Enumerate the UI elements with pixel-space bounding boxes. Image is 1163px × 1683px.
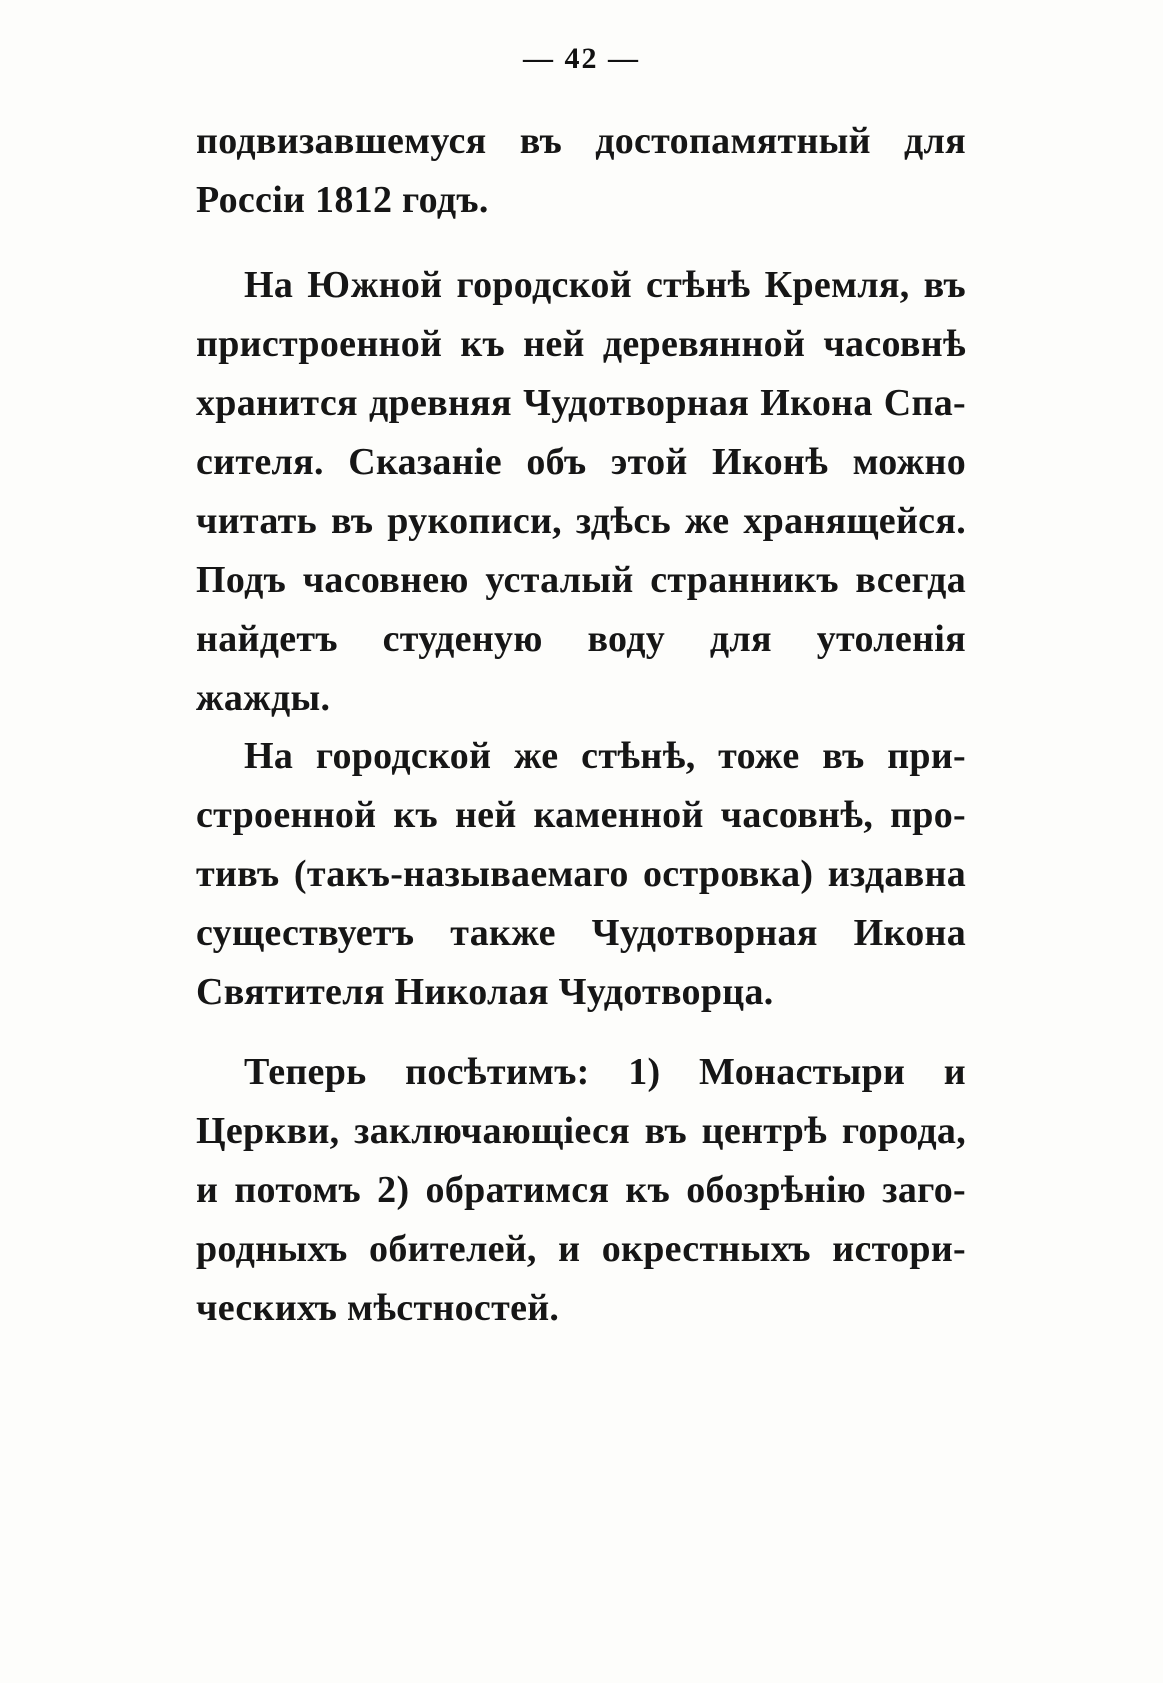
- text-line: Теперь посѣтимъ: 1) Монастыри и: [244, 1051, 966, 1093]
- text-line: жажды.: [196, 677, 331, 719]
- text-line: родныхъ обителей, и окрестныхъ истори-: [196, 1228, 966, 1270]
- text-line: На Южной городской стѣнѣ Кремля, въ: [244, 264, 966, 306]
- text-line: хранится древняя Чудотворная Икона Спа-: [196, 382, 966, 424]
- text-line: найдетъ студеную воду для утоленія: [196, 618, 966, 660]
- paragraph: [196, 256, 966, 728]
- text-line: сителя. Сказаніе объ этой Иконѣ можно: [196, 441, 966, 483]
- text-line: Подъ часовнею усталый странникъ всегда: [196, 559, 966, 601]
- page-number: — 42 —: [523, 42, 640, 75]
- text-line: Церкви, заключающіеся въ центрѣ города,: [196, 1110, 966, 1152]
- text-line: строенной къ ней каменной часовнѣ, про-: [196, 794, 966, 836]
- text-line: и потомъ 2) обратимся къ обозрѣнію заго-: [196, 1169, 966, 1211]
- text-line: Святителя Николая Чудотворца.: [196, 971, 774, 1013]
- text-line: подвизавшемуся въ достопамятный для: [196, 120, 966, 162]
- paragraph: [196, 727, 966, 1022]
- paragraph: [196, 1043, 966, 1338]
- text-line: Россіи 1812 годъ.: [196, 179, 489, 221]
- paragraph: [196, 112, 966, 230]
- text-line: читать въ рукописи, здѣсь же хранящейся.: [196, 500, 966, 542]
- text-line: существуетъ также Чудотворная Икона: [196, 912, 966, 954]
- text-line: тивъ (такъ-называемаго островка) издавна: [196, 853, 966, 895]
- text-line: пристроенной къ ней деревянной часовнѣ: [196, 323, 966, 365]
- text-line: На городской же стѣнѣ, тоже въ при-: [244, 735, 966, 777]
- text-line: ческихъ мѣстностей.: [196, 1287, 560, 1329]
